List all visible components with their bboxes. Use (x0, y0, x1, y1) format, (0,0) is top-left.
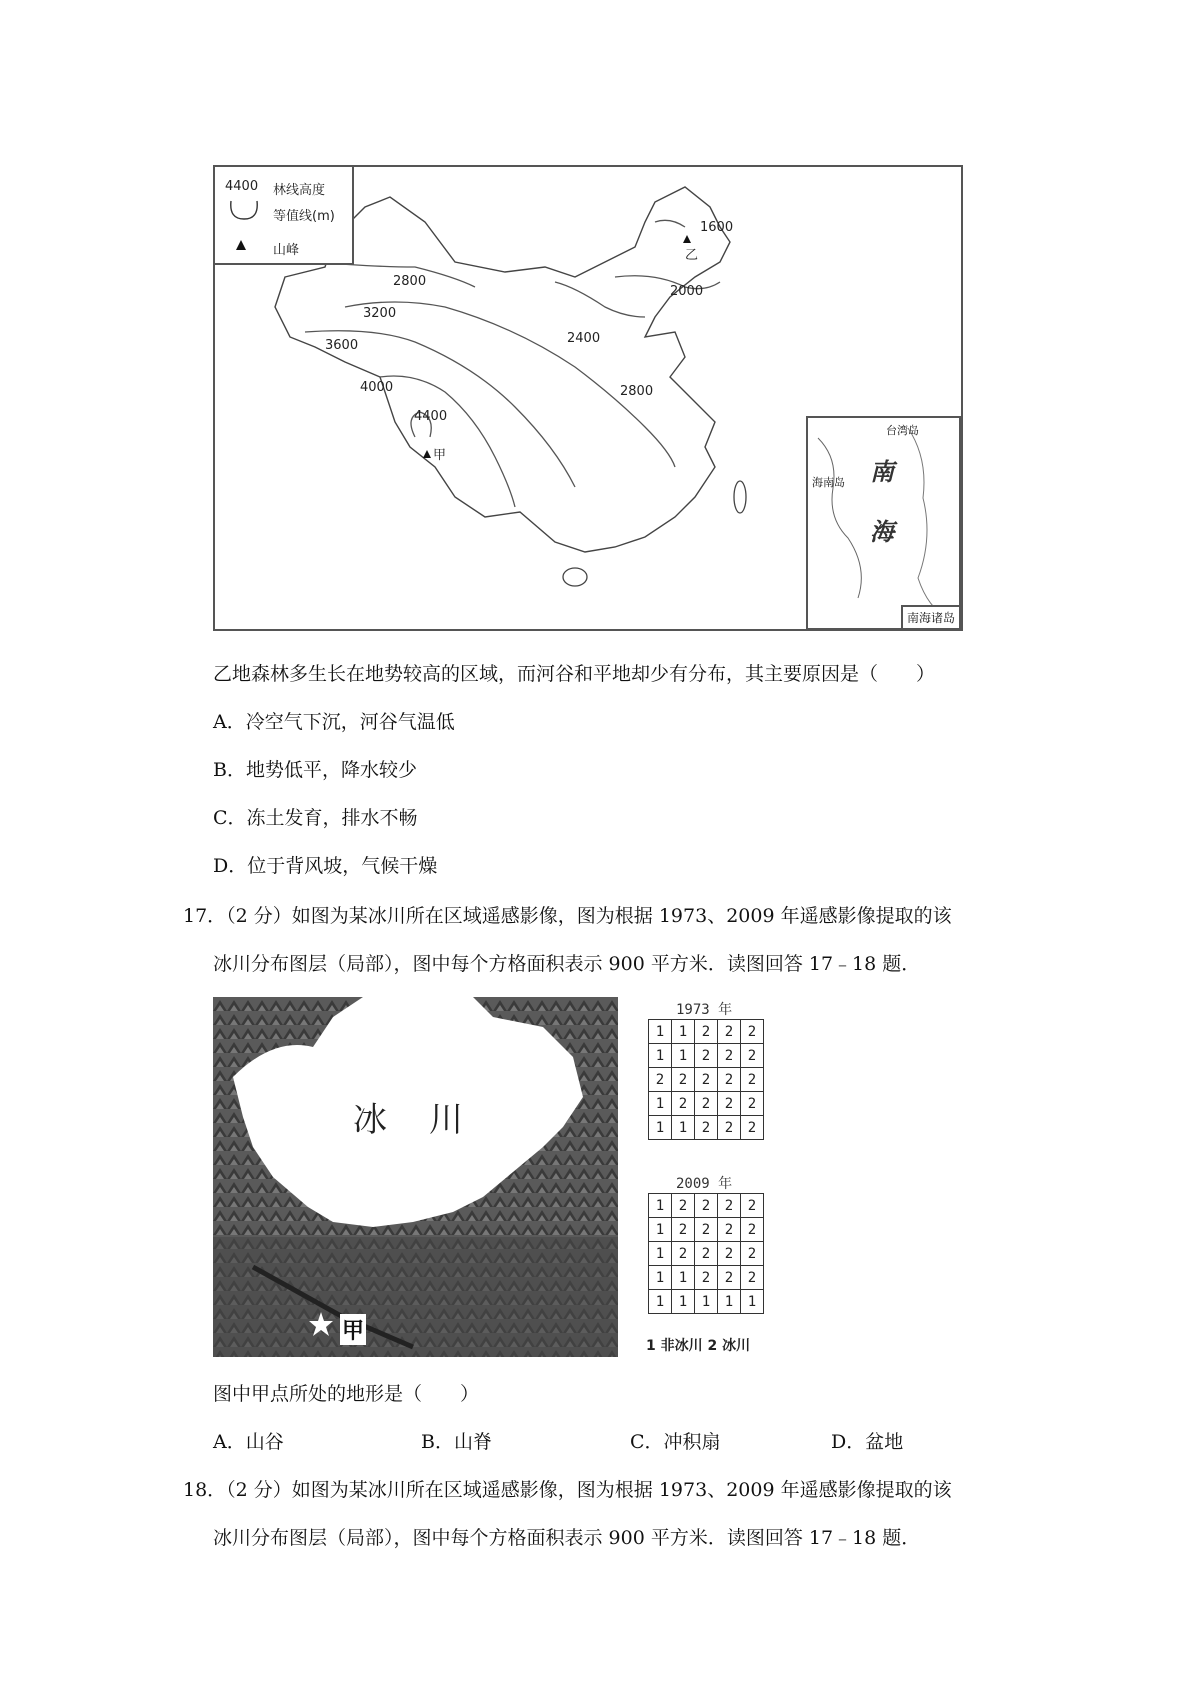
grid-cell: 2 (741, 1242, 764, 1266)
grid-cell: 1 (649, 1242, 672, 1266)
grid-cell: 2 (718, 1068, 741, 1092)
legend-contour-icon (227, 197, 261, 223)
grid-cell: 2 (741, 1020, 764, 1044)
contour-4000 (380, 376, 515, 507)
inset-caption: 南海诸岛 (901, 605, 959, 628)
q17-option-d[interactable]: D．盆地 (831, 1431, 904, 1453)
grid-cell: 2 (718, 1218, 741, 1242)
photo-point-jia: 甲 (340, 1314, 366, 1345)
q16-option-a[interactable]: A．冷空气下沉，河谷气温低 (213, 711, 455, 733)
glacier-photo-svg (213, 997, 618, 1357)
q17-stem-line2: 冰川分布图层（局部），图中每个方格面积表示 900 平方米．读图回答 17﹣18 题． (213, 953, 921, 975)
grid-1973-title: 1973 年 (676, 1002, 733, 1018)
legend-peak-icon (235, 239, 247, 251)
grid-row (649, 1194, 764, 1218)
grid-2009 (648, 1193, 764, 1314)
grid-row (649, 1068, 764, 1092)
grid-row (649, 1218, 764, 1242)
grid-cell: 2 (718, 1116, 741, 1140)
grid-cell: 1 (672, 1020, 695, 1044)
grid-cell: 2 (718, 1020, 741, 1044)
grid-cell: 2 (695, 1242, 718, 1266)
china-treeline-map (213, 165, 963, 631)
grid-cell: 2 (718, 1194, 741, 1218)
q17-option-b[interactable]: B．山脊 (421, 1431, 492, 1453)
grid-cell: 1 (649, 1044, 672, 1068)
inset-sea-char-1: 南 (870, 458, 894, 486)
grid-cell: 2 (718, 1092, 741, 1116)
contour-1600 (655, 220, 685, 227)
legend-peak-label: 山峰 (273, 243, 300, 258)
grid-cell: 2 (695, 1068, 718, 1092)
q16-option-c[interactable]: C．冻土发育，排水不畅 (213, 807, 418, 829)
grid-row (649, 1092, 764, 1116)
inset-taiwan-label: 台湾岛 (886, 424, 919, 437)
grid-1973 (648, 1019, 764, 1140)
legend-contour-value: 4400 (225, 179, 259, 194)
grid-cell: 2 (695, 1194, 718, 1218)
grid-cell: 2 (672, 1242, 695, 1266)
grid-cell: 2 (741, 1116, 764, 1140)
grid-cell: 1 (649, 1290, 672, 1314)
grid-cell: 2 (672, 1092, 695, 1116)
q16-option-b[interactable]: B．地势低平，降水较少 (213, 759, 417, 781)
legend-contour-label-2: 等值线(m) (273, 209, 335, 224)
q17-stem-line1: 17．（2 分）如图为某冰川所在区域遥感影像，图为根据 1973、2009 年遥感影像提取的该 (183, 905, 952, 927)
grid-cell: 2 (695, 1218, 718, 1242)
grid-row (649, 1044, 764, 1068)
grid-cell: 2 (741, 1092, 764, 1116)
contour-label: 3200 (363, 306, 397, 321)
point-jia-label: 甲 (433, 448, 447, 463)
grid-row (649, 1242, 764, 1266)
grid-cell: 2 (695, 1116, 718, 1140)
grid-cell: 2 (741, 1218, 764, 1242)
grid-cell: 1 (649, 1020, 672, 1044)
grid-cell: 1 (672, 1290, 695, 1314)
q17-option-a[interactable]: A．山谷 (213, 1431, 284, 1453)
grid-cell: 1 (741, 1290, 764, 1314)
south-china-sea-inset (806, 416, 961, 630)
inset-hainan-label: 海南岛 (812, 476, 845, 489)
grid-row (649, 1116, 764, 1140)
q18-stem-line1: 18．（2 分）如图为某冰川所在区域遥感影像，图为根据 1973、2009 年遥感影像提取的该 (183, 1479, 952, 1501)
grid-cell: 1 (672, 1044, 695, 1068)
grid-cell: 2 (695, 1044, 718, 1068)
contour-label: 2800 (393, 274, 427, 289)
q18-stem-line2: 冰川分布图层（局部），图中每个方格面积表示 900 平方米．读图回答 17﹣18 题． (213, 1527, 921, 1549)
contour-2400 (555, 282, 645, 317)
taiwan-island (734, 481, 746, 513)
grid-cell: 1 (718, 1290, 741, 1314)
grid-cell: 2 (695, 1266, 718, 1290)
contour-2000 (615, 276, 720, 289)
grid-legend: 1 非冰川 2 冰川 (646, 1338, 751, 1354)
grid-cell: 2 (741, 1194, 764, 1218)
glacier-grid-panel (636, 997, 786, 1357)
grid-2009-title: 2009 年 (676, 1176, 733, 1192)
grid-cell: 2 (718, 1266, 741, 1290)
peak-jia-icon (423, 450, 431, 458)
grid-cell: 1 (649, 1218, 672, 1242)
grid-cell: 1 (649, 1116, 672, 1140)
contour-label: 3600 (325, 338, 359, 353)
q17-option-c[interactable]: C．冲积扇 (630, 1431, 721, 1453)
grid-row (649, 1290, 764, 1314)
grid-cell: 2 (672, 1218, 695, 1242)
q16-stem: 乙地森林多生长在地势较高的区域，而河谷和平地却少有分布，其主要原因是（ ） (213, 663, 936, 685)
grid-row (649, 1020, 764, 1044)
grid-cell: 1 (649, 1092, 672, 1116)
contour-label: 2400 (567, 331, 601, 346)
grid-cell: 2 (718, 1044, 741, 1068)
legend-contour-label-1: 林线高度 (273, 183, 326, 198)
contour-label: 4400 (414, 409, 448, 424)
contour-label: 4000 (360, 380, 394, 395)
grid-cell: 1 (649, 1266, 672, 1290)
contour-label: 1600 (700, 220, 734, 235)
grid-cell: 2 (741, 1068, 764, 1092)
glacier-remote-sensing-image (213, 997, 618, 1357)
grid-cell: 2 (672, 1194, 695, 1218)
inset-sea-char-2: 海 (870, 518, 894, 546)
contour-label: 2000 (670, 284, 704, 299)
hainan-island (563, 568, 587, 586)
map-legend (215, 167, 354, 265)
grid-cell: 2 (695, 1020, 718, 1044)
grid-row (649, 1266, 764, 1290)
glacier-label: 冰 川 (353, 1100, 467, 1140)
grid-cell: 2 (718, 1242, 741, 1266)
grid-cell: 1 (695, 1290, 718, 1314)
grid-cell: 2 (649, 1068, 672, 1092)
grid-cell: 1 (649, 1194, 672, 1218)
q16-option-d[interactable]: D．位于背风坡，气候干燥 (213, 855, 438, 877)
grid-cell: 2 (695, 1092, 718, 1116)
grid-cell: 2 (741, 1266, 764, 1290)
grid-cell: 1 (672, 1266, 695, 1290)
q17-question: 图中甲点所处的地形是（ ） (213, 1383, 480, 1405)
grid-cell: 2 (741, 1044, 764, 1068)
point-yi-label: 乙 (685, 248, 699, 263)
peak-yi-icon (683, 235, 691, 243)
contour-label: 2800 (620, 384, 654, 399)
grid-cell: 1 (672, 1116, 695, 1140)
grid-cell: 2 (672, 1068, 695, 1092)
